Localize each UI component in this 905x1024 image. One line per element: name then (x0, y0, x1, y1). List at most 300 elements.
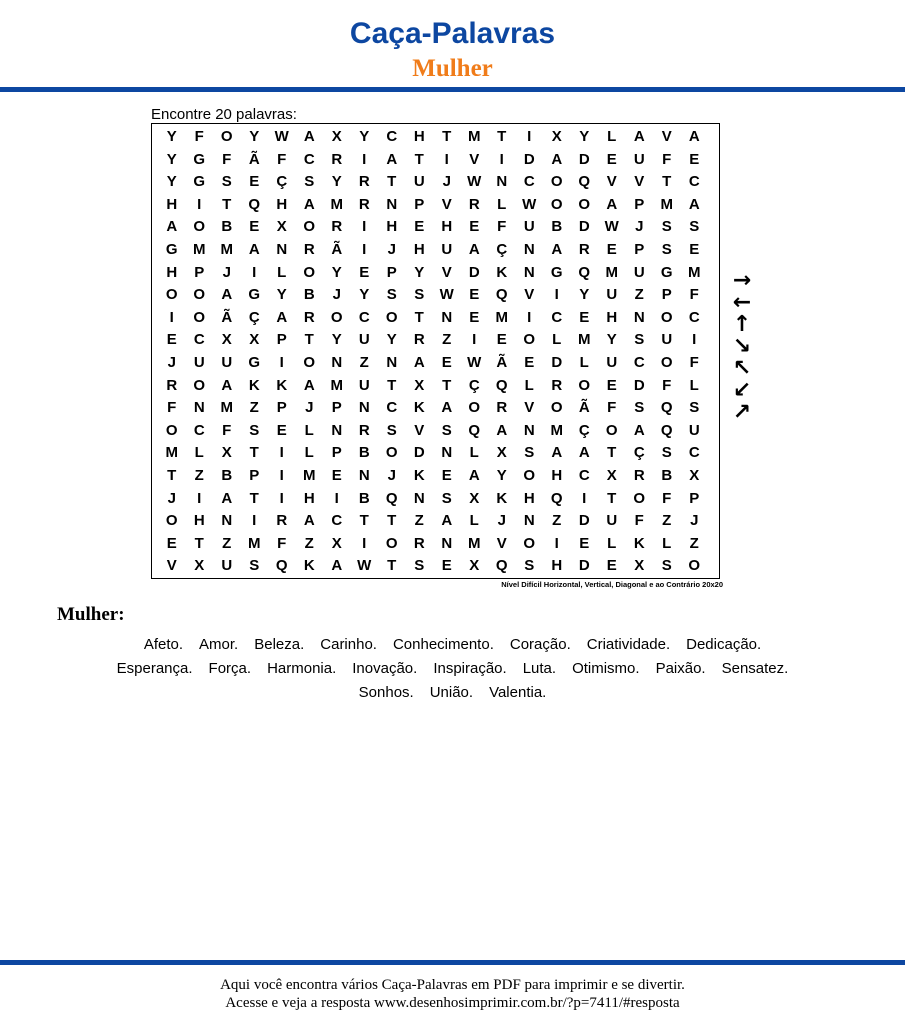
grid-cell: D (578, 512, 590, 530)
grid-cell: C (386, 399, 398, 417)
grid-cell: W (357, 557, 372, 575)
grid-cell: M (688, 263, 701, 281)
word-item: Harmonia. (267, 660, 337, 677)
grid-cell: N (386, 353, 398, 371)
word-list-heading: Mulher: (57, 604, 125, 625)
grid-cell: Z (304, 534, 314, 552)
grid-cell: N (441, 308, 453, 326)
grid-cell: E (606, 150, 617, 168)
grid-cell: E (276, 421, 287, 439)
grid-cell: S (414, 286, 425, 304)
grid-cell: O (193, 218, 206, 236)
grid-cell: H (166, 263, 178, 281)
grid-cell: Y (386, 331, 397, 349)
grid-cell: G (193, 173, 206, 191)
grid-cell: U (358, 376, 370, 394)
grid-cell: N (441, 444, 453, 462)
grid-cell: Y (414, 263, 425, 281)
grid-cell: E (249, 173, 260, 191)
grid-cell: B (358, 444, 370, 462)
grid-cell: H (303, 489, 315, 507)
grid-cell: P (276, 331, 287, 349)
word-item: Valentia. (489, 684, 547, 701)
grid-cell: F (167, 399, 177, 417)
grid-cell: T (249, 444, 259, 462)
grid-cell: E (441, 557, 452, 575)
grid-cell: N (276, 240, 288, 258)
grid-cell: K (303, 557, 315, 575)
grid-cell: L (607, 534, 617, 552)
grid-cell: E (606, 240, 617, 258)
grid-cell: Ã (331, 240, 343, 258)
grid-cell: C (688, 308, 700, 326)
grid-cell: B (358, 489, 370, 507)
grid-cell: F (277, 534, 287, 552)
grid-cell: E (331, 466, 342, 484)
grid-cell: A (468, 466, 480, 484)
grid-cell: U (358, 331, 370, 349)
page-title: Caça-Palavras (349, 17, 556, 50)
grid-cell: J (222, 263, 231, 281)
grid-cell: J (332, 286, 341, 304)
grid-cell: N (331, 353, 343, 371)
grid-cell: M (330, 376, 343, 394)
grid-cell: Q (275, 557, 288, 575)
grid-cell: S (414, 557, 425, 575)
grid-cell: Z (662, 512, 672, 530)
grid-cell: Y (276, 286, 287, 304)
grid-cell: A (276, 308, 288, 326)
grid-cell: C (551, 308, 563, 326)
grid-cell: T (607, 489, 617, 507)
grid-cell: Z (414, 512, 424, 530)
grid-cell: E (579, 308, 590, 326)
grid-cell: Y (496, 466, 507, 484)
grid-cell: H (523, 489, 535, 507)
grid-cell: S (304, 173, 315, 191)
grid-cell: A (441, 512, 453, 530)
grid-cell: A (221, 489, 233, 507)
grid-cell: E (441, 353, 452, 371)
grid-cell: M (468, 128, 481, 145)
grid-cell: X (496, 444, 507, 462)
grid-cell: P (661, 286, 672, 304)
grid-cell: I (197, 195, 202, 213)
grid-cell: R (166, 376, 178, 394)
grid-cell: O (165, 286, 178, 304)
grid-cell: N (523, 263, 535, 281)
grid-cell: E (414, 218, 425, 236)
grid-cell: D (468, 263, 480, 281)
grid-cell: S (386, 286, 397, 304)
page-subtitle: Mulher (412, 55, 493, 82)
grid-cell: E (469, 218, 480, 236)
grid-cell: V (634, 173, 645, 191)
grid-cell: N (523, 512, 535, 530)
grid-cell: S (634, 399, 645, 417)
grid-cell: N (358, 399, 370, 417)
grid-cell: O (385, 444, 398, 462)
grid-cell: A (248, 240, 260, 258)
grid-cell: H (276, 195, 288, 213)
grid-cell: D (413, 444, 425, 462)
grid-cell: C (331, 512, 343, 530)
grid-cell: R (413, 331, 425, 349)
grid-cell: O (220, 128, 233, 145)
footer-line-1: Aqui você encontra vários Caça-Palavras em PDF para imprimir e se divertir. (220, 977, 685, 993)
grid-cell: Ã (221, 308, 233, 326)
grid-cell: D (578, 218, 590, 236)
grid-cell: I (279, 466, 284, 484)
grid-cell: G (248, 286, 261, 304)
grid-cell: J (497, 512, 506, 530)
grid-cell: C (688, 444, 700, 462)
grid-cell: Ã (496, 353, 508, 371)
word-item: Força. (208, 660, 252, 677)
grid-cell: O (578, 195, 591, 213)
grid-cell: F (497, 218, 507, 236)
grid-cell: A (303, 512, 315, 530)
grid-cell: O (660, 353, 673, 371)
grid-cell: T (359, 512, 369, 530)
grid-cell: E (441, 466, 452, 484)
direction-arrow-icon: ↖ (732, 356, 752, 381)
grid-cell: A (386, 150, 398, 168)
grid-cell: N (441, 534, 453, 552)
grid-cell: I (197, 489, 202, 507)
grid-cell: Ç (276, 173, 288, 191)
grid-cell: X (414, 376, 425, 394)
grid-cell: O (633, 489, 646, 507)
word-list-line (40, 633, 865, 657)
grid-cell: O (303, 263, 316, 281)
grid-cell: A (688, 195, 700, 213)
grid-cell: T (167, 466, 177, 484)
grid-cell: A (413, 353, 425, 371)
grid-cell: O (330, 308, 343, 326)
grid-cell: E (606, 376, 617, 394)
grid-cell: X (469, 557, 480, 575)
grid-cell: Y (249, 128, 260, 145)
grid-cell: S (634, 331, 645, 349)
grid-cell: B (661, 466, 673, 484)
grid-cell: C (578, 466, 590, 484)
grid-cell: Y (579, 286, 590, 304)
grid-cell: S (249, 557, 260, 575)
grid-cell: Q (468, 421, 481, 439)
grid-cell: O (550, 399, 563, 417)
grid-cell: P (194, 263, 205, 281)
grid-cell: O (303, 218, 316, 236)
word-item: Afeto. (143, 636, 184, 653)
grid-cell: Y (606, 331, 617, 349)
grid-cell: I (472, 331, 477, 349)
grid-cell: T (414, 150, 424, 168)
grid-cell: K (413, 399, 425, 417)
difficulty-note: Nível Difícil Horizontal, Vertical, Diagonal e ao Contrário 20x20 (501, 580, 723, 589)
grid-cell: U (523, 218, 535, 236)
grid-cell: C (358, 308, 370, 326)
grid-cell: S (661, 240, 672, 258)
grid-cell: N (496, 173, 508, 191)
grid-cell: L (524, 376, 534, 394)
grid-cell: T (414, 308, 424, 326)
grid-cell: D (578, 557, 590, 575)
grid-cell: V (661, 128, 672, 145)
grid-cell: N (386, 195, 398, 213)
grid-cell: K (248, 376, 260, 394)
grid-cell: R (358, 195, 370, 213)
grid-cell: J (442, 173, 451, 191)
grid-cell: M (660, 195, 673, 213)
grid-cell: O (303, 353, 316, 371)
grid-cell: P (249, 466, 260, 484)
grid-cell: S (524, 557, 535, 575)
grid-cell: E (689, 150, 700, 168)
grid-cell: Y (166, 173, 177, 191)
grid-cell: T (194, 534, 204, 552)
grid-cell: O (688, 557, 701, 575)
grid-cell: N (358, 466, 370, 484)
grid-cell: A (633, 128, 645, 145)
grid-cell: V (524, 286, 535, 304)
grid-cell: O (523, 331, 536, 349)
grid-cell: J (167, 353, 176, 371)
grid-cell: Z (194, 466, 204, 484)
grid-cell: I (554, 534, 559, 552)
grid-cell: A (551, 444, 563, 462)
grid-cell: C (688, 173, 700, 191)
grid-cell: N (633, 308, 645, 326)
grid-cell: A (221, 286, 233, 304)
grid-cell: Z (442, 331, 452, 349)
grid-cell: R (331, 218, 343, 236)
direction-arrows (727, 270, 757, 424)
grid-cell: G (248, 353, 261, 371)
grid-cell: S (441, 421, 452, 439)
grid-cell: V (469, 150, 480, 168)
grid-cell: O (385, 308, 398, 326)
grid-cell: A (303, 195, 315, 213)
grid-cell: R (303, 308, 315, 326)
grid-cell: O (165, 512, 178, 530)
grid-cell: B (303, 286, 315, 304)
grid-cell: O (193, 308, 206, 326)
grid-cell: R (331, 150, 343, 168)
grid-cell: N (413, 489, 425, 507)
grid-cell: U (441, 240, 453, 258)
grid-cell: T (387, 512, 397, 530)
grid-cell: A (496, 421, 508, 439)
grid-cell: I (362, 150, 367, 168)
grid-cell: U (606, 512, 618, 530)
grid-cell: X (634, 557, 645, 575)
grid-cell: B (221, 466, 233, 484)
grid-cell: Y (579, 128, 590, 145)
grid-cell: O (605, 421, 618, 439)
grid-cell: J (387, 466, 396, 484)
grid-cell: C (193, 331, 205, 349)
grid-cell: E (579, 534, 590, 552)
grid-cell: R (276, 512, 288, 530)
grid-cell: N (523, 421, 535, 439)
grid-cell: K (496, 489, 508, 507)
grid-cell: X (331, 128, 342, 145)
grid-cell: F (222, 150, 232, 168)
grid-cell: M (468, 534, 481, 552)
grid-cell: K (276, 376, 288, 394)
grid-cell: T (222, 195, 232, 213)
grid-cell: P (331, 399, 342, 417)
word-item: Otimismo. (572, 660, 640, 677)
grid-cell: U (221, 557, 233, 575)
word-item: Amor. (199, 636, 239, 653)
grid-cell: Ç (496, 240, 508, 258)
direction-arrow-icon: ↙ (732, 378, 752, 403)
grid-cell: I (279, 444, 284, 462)
grid-cell: Ç (468, 376, 480, 394)
word-item: Beleza. (254, 636, 305, 653)
grid-cell: M (495, 308, 508, 326)
grid-cell: H (166, 195, 178, 213)
footer-divider (0, 960, 905, 965)
header-divider (0, 87, 905, 92)
grid-cell: K (633, 534, 645, 552)
grid-cell: F (662, 376, 672, 394)
grid-cell: E (166, 534, 177, 552)
grid-cell: I (252, 263, 257, 281)
word-item: Criatividade. (586, 636, 671, 653)
grid-cell: C (193, 421, 205, 439)
grid-cell: Q (578, 173, 591, 191)
grid-cell: Q (660, 421, 673, 439)
grid-cell: A (331, 557, 343, 575)
grid-cell: O (193, 376, 206, 394)
grid-cell: I (582, 489, 587, 507)
grid-cell: Q (248, 195, 261, 213)
grid-cell: N (221, 512, 233, 530)
grid-cell: P (276, 399, 287, 417)
grid-cell: S (661, 444, 672, 462)
grid-cell: L (304, 421, 314, 439)
word-search-grid (151, 123, 720, 579)
grid-cell: M (330, 195, 343, 213)
grid-cell: E (469, 286, 480, 304)
grid-cell: O (193, 286, 206, 304)
grid-cell: F (277, 150, 287, 168)
word-item: Inspiração. (433, 660, 507, 677)
grid-cell: I (279, 489, 284, 507)
grid-cell: G (660, 263, 673, 281)
grid-cell: X (689, 466, 700, 484)
grid-cell: X (276, 218, 287, 236)
grid-cell: G (165, 240, 178, 258)
word-list-line (40, 681, 865, 705)
grid-cell: T (387, 173, 397, 191)
grid-cell: S (221, 173, 232, 191)
word-item: Sensatez. (721, 660, 789, 677)
grid-cell: I (692, 331, 697, 349)
grid-cell: A (578, 444, 590, 462)
grid-cell: S (386, 421, 397, 439)
grid-cell: U (633, 150, 645, 168)
grid-cell: M (550, 421, 563, 439)
grid-cell: U (413, 173, 425, 191)
grid-cell: R (496, 399, 508, 417)
grid-cell: S (441, 489, 452, 507)
grid-cell: P (634, 240, 645, 258)
grid-cell: L (689, 376, 699, 394)
grid-cell: O (660, 308, 673, 326)
grid-cell: T (607, 444, 617, 462)
footer-line-2: Acesse e veja a resposta www.desenhosimprimir.com.br/?p=7411/#resposta (225, 995, 680, 1011)
grid-cell: V (496, 534, 507, 552)
grid-cell: U (193, 353, 205, 371)
grid-cell: W (274, 128, 289, 145)
grid-cell: Q (550, 489, 563, 507)
grid-cell: Ã (248, 150, 260, 168)
grid-cell: T (304, 331, 314, 349)
grid-cell: U (606, 286, 618, 304)
grid-cell: I (279, 353, 284, 371)
grid-cell: O (165, 421, 178, 439)
grid-cell: R (468, 195, 480, 213)
grid-cell: Q (495, 376, 508, 394)
grid-cell: X (194, 557, 205, 575)
grid-cell: U (661, 331, 673, 349)
grid-cell: D (633, 376, 645, 394)
grid-cell: E (249, 218, 260, 236)
grid-cell: I (527, 308, 532, 326)
grid-cell: Z (359, 353, 369, 371)
grid-cell: N (193, 399, 205, 417)
grid-cell: A (221, 376, 233, 394)
grid-cell: D (578, 150, 590, 168)
grid-cell: F (662, 150, 672, 168)
grid-cell: J (690, 512, 699, 530)
grid-cell: B (551, 218, 563, 236)
grid-cell: E (166, 331, 177, 349)
direction-arrow-icon: → (732, 268, 752, 293)
grid-cell: L (277, 263, 287, 281)
grid-cell: W (467, 353, 482, 371)
grid-cell: Z (222, 534, 232, 552)
word-list-line (40, 657, 865, 681)
grid-cell: L (304, 444, 314, 462)
grid-cell: O (550, 195, 563, 213)
grid-cell: X (221, 331, 232, 349)
grid-cell: Q (578, 263, 591, 281)
word-item: Paixão. (655, 660, 706, 677)
grid-cell: A (606, 195, 618, 213)
grid-cell: T (387, 557, 397, 575)
grid-cell: C (523, 173, 535, 191)
grid-cell: I (362, 218, 367, 236)
grid-cell: H (193, 512, 205, 530)
grid-cell: D (523, 150, 535, 168)
grid-cell: A (551, 150, 563, 168)
grid-cell: H (413, 240, 425, 258)
grid-cell: R (303, 240, 315, 258)
direction-arrow-icon: ↘ (732, 334, 752, 359)
grid-cell: P (414, 195, 425, 213)
grid-cell: X (249, 331, 260, 349)
grid-cell: L (662, 534, 672, 552)
grid-cell: H (386, 218, 398, 236)
grid-cell: L (552, 331, 562, 349)
grid-cell: H (551, 557, 563, 575)
grid-cell: O (523, 466, 536, 484)
